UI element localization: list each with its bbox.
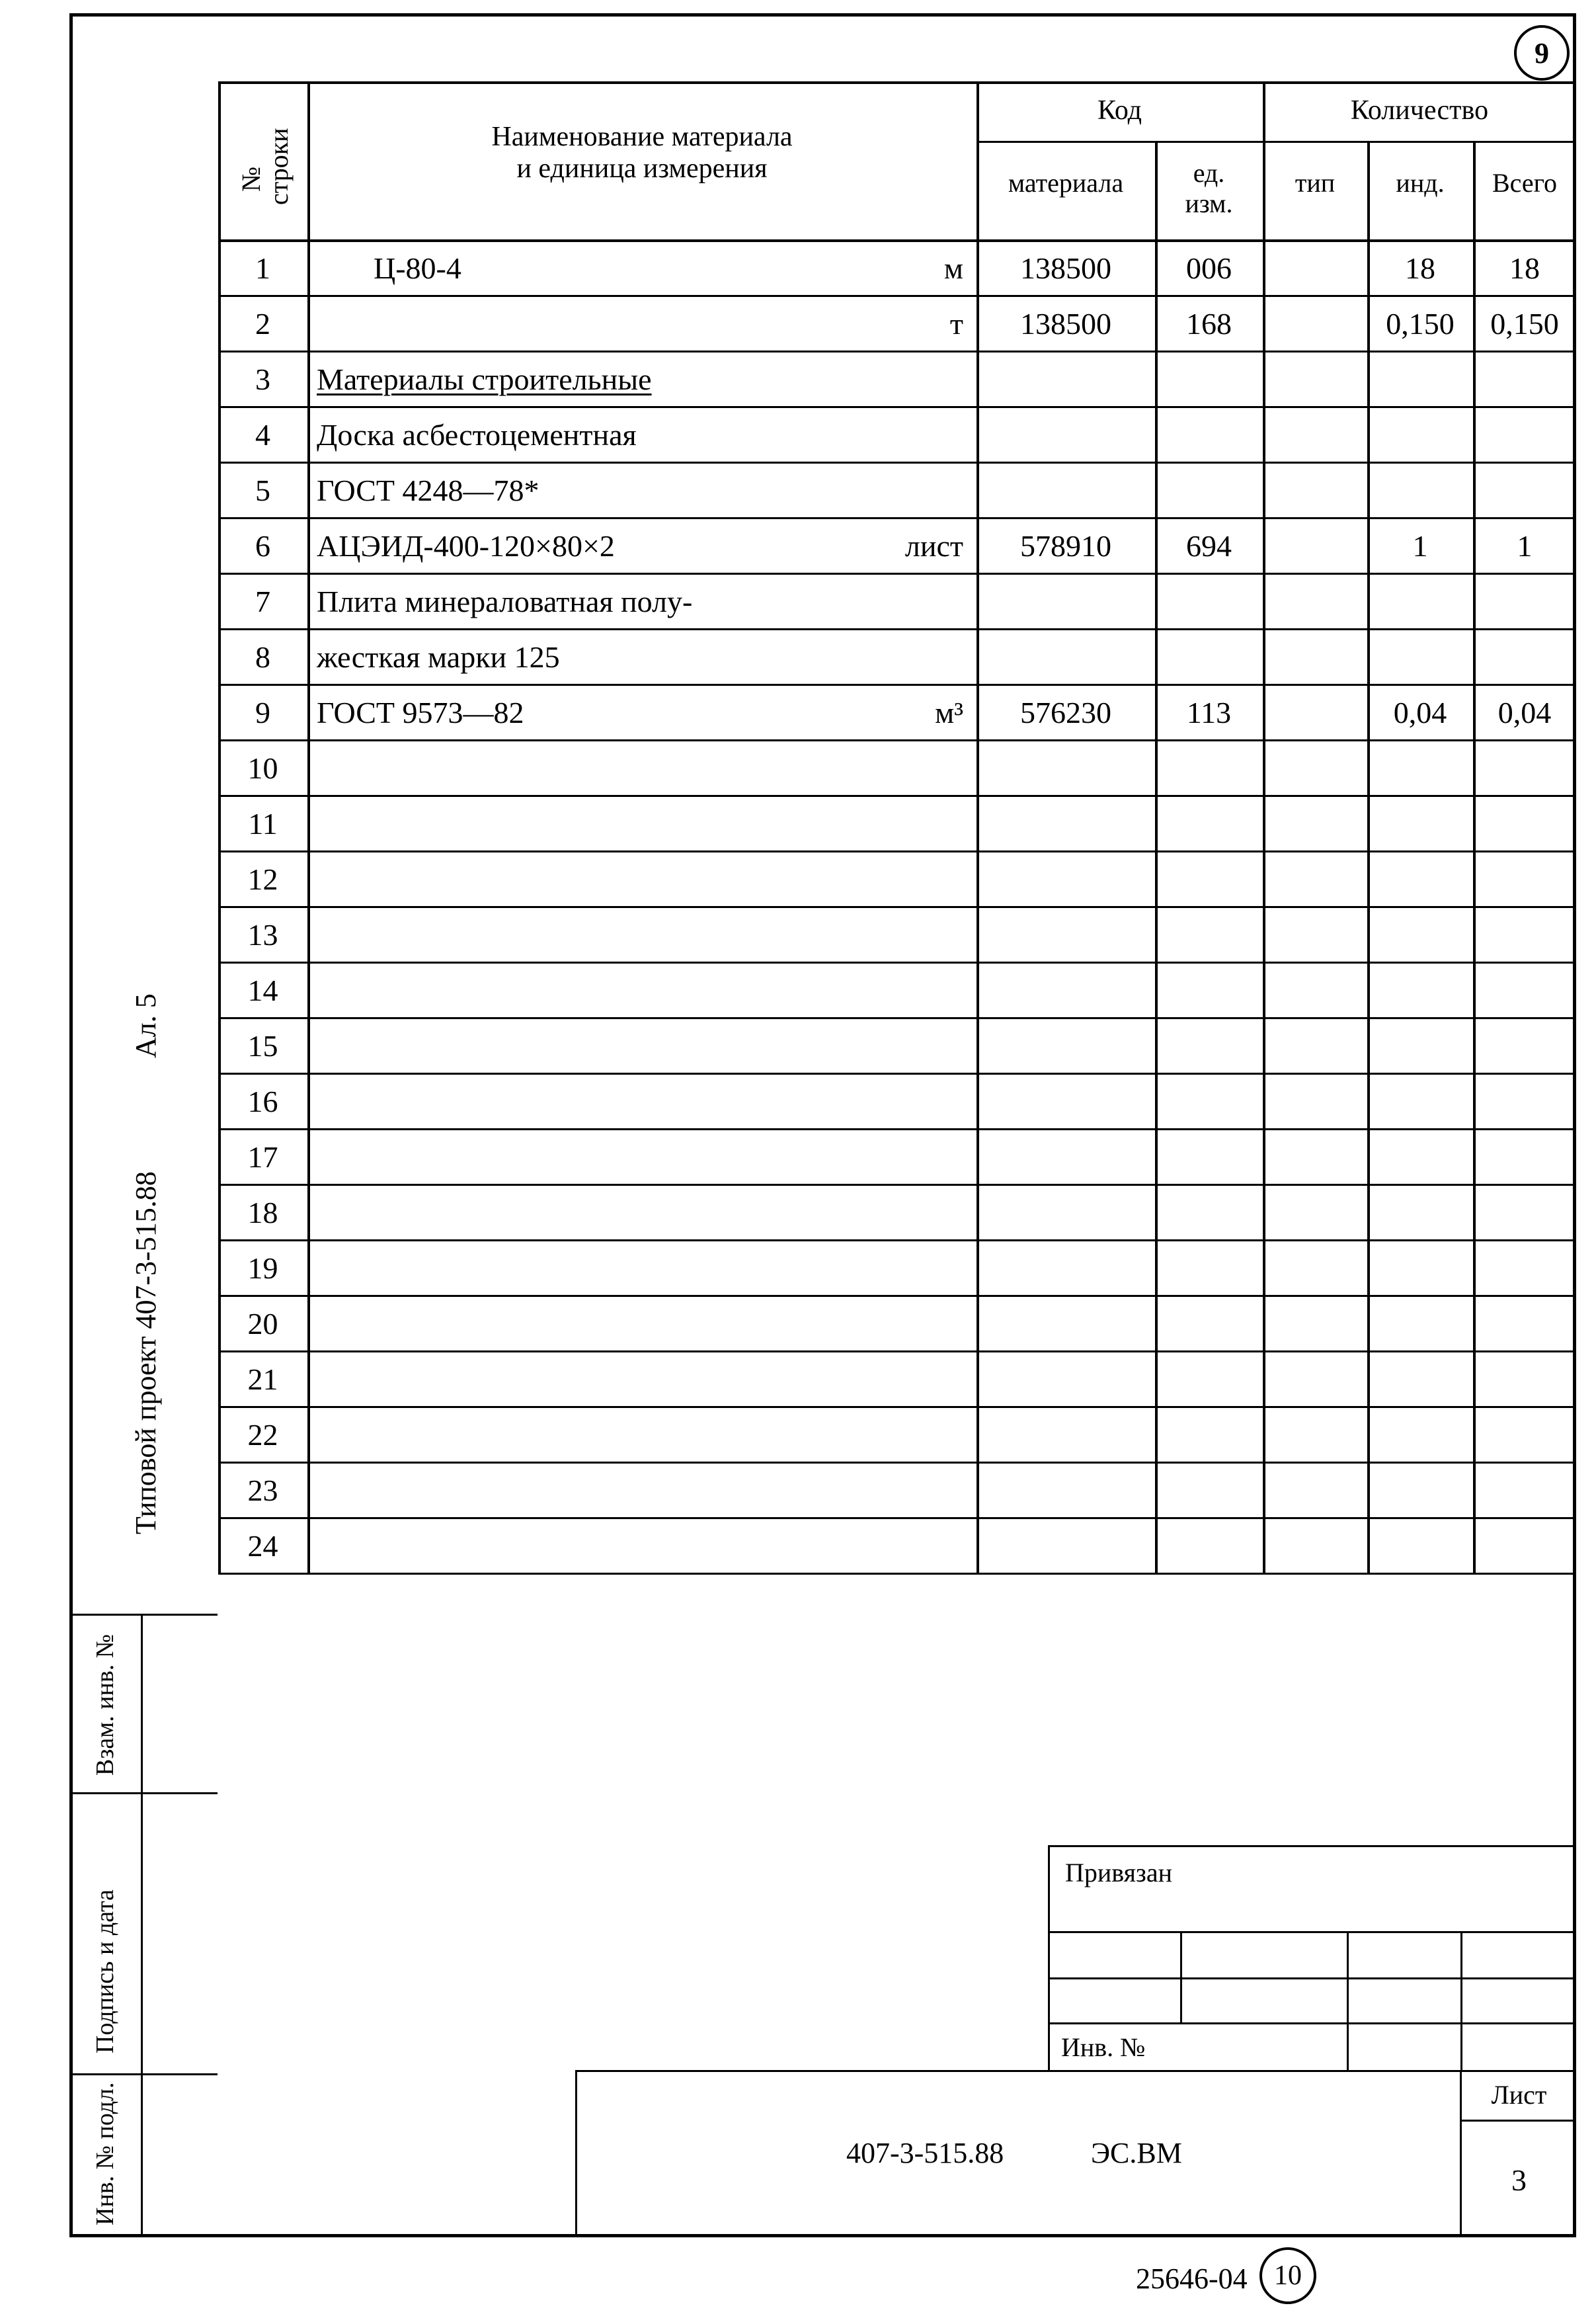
row-number: 23 bbox=[247, 1473, 278, 1507]
row-code-unit bbox=[1155, 1517, 1263, 1573]
row-unit bbox=[805, 1073, 963, 1128]
row-qty-type bbox=[1263, 1184, 1367, 1239]
row-qty-total bbox=[1473, 462, 1576, 517]
row-code-unit bbox=[1155, 573, 1263, 628]
row-qty-total bbox=[1473, 406, 1576, 462]
header-code-material: материала bbox=[1008, 168, 1124, 198]
row-name bbox=[317, 1462, 879, 1517]
row-qty-ind bbox=[1367, 351, 1473, 406]
row-unit bbox=[805, 573, 963, 628]
header-qty-ind: инд. bbox=[1396, 168, 1445, 198]
header-unit-line1: ед. bbox=[1193, 158, 1225, 188]
header-qty-type: тип bbox=[1295, 168, 1336, 198]
row-code-unit bbox=[1155, 1406, 1263, 1462]
row-qty-total bbox=[1473, 1017, 1576, 1073]
row-qty-total bbox=[1473, 1406, 1576, 1462]
row-unit bbox=[805, 850, 963, 906]
row-qty-total bbox=[1473, 1350, 1576, 1406]
row-name: ГОСТ 9573—82 bbox=[317, 696, 524, 729]
inv-no-label: Инв. № bbox=[1061, 2032, 1146, 2062]
row-code-material bbox=[977, 850, 1155, 906]
archive-number: 25646-04 bbox=[1136, 2262, 1248, 2295]
row-qty-type bbox=[1263, 684, 1367, 739]
row-line bbox=[218, 1573, 1576, 1575]
header-name-line2: и единица измерения bbox=[516, 153, 768, 184]
row-qty-total: 18 bbox=[1509, 251, 1540, 285]
row-qty-type bbox=[1263, 906, 1367, 962]
row-name bbox=[317, 1128, 879, 1184]
row-qty-type bbox=[1263, 1073, 1367, 1128]
row-qty-type bbox=[1263, 1239, 1367, 1295]
row-qty-type bbox=[1263, 850, 1367, 906]
header-row-no-word: строки bbox=[264, 128, 294, 205]
row-qty-type bbox=[1263, 628, 1367, 684]
doc-code: 407-3-515.88 bbox=[846, 2137, 1004, 2169]
row-name: Доска асбестоцементная bbox=[317, 418, 637, 452]
row-code-material: 578910 bbox=[1020, 529, 1111, 563]
row-code-material bbox=[977, 1128, 1155, 1184]
row-name bbox=[317, 1406, 879, 1462]
row-unit bbox=[805, 739, 963, 795]
row-qty-ind bbox=[1367, 406, 1473, 462]
row-number: 22 bbox=[247, 1418, 278, 1452]
project-side-text: Типовой проект 407-3-515.88 bbox=[130, 1171, 162, 1534]
row-unit bbox=[805, 351, 963, 406]
row-qty-type bbox=[1263, 462, 1367, 517]
row-qty-total bbox=[1473, 962, 1576, 1017]
row-code-material bbox=[977, 739, 1155, 795]
row-qty-total bbox=[1473, 628, 1576, 684]
row-qty-type bbox=[1263, 962, 1367, 1017]
row-code-unit bbox=[1155, 406, 1263, 462]
row-code-unit: 168 bbox=[1186, 307, 1232, 341]
row-qty-type bbox=[1263, 239, 1367, 295]
row-qty-type bbox=[1263, 573, 1367, 628]
row-code-unit bbox=[1155, 1239, 1263, 1295]
header-row-no-sign: № bbox=[236, 166, 266, 192]
row-qty-type bbox=[1263, 1128, 1367, 1184]
row-qty-ind bbox=[1367, 739, 1473, 795]
page-number: 9 bbox=[1535, 36, 1549, 69]
row-qty-total: 1 bbox=[1517, 529, 1533, 563]
row-code-material bbox=[977, 573, 1155, 628]
row-qty-ind bbox=[1367, 1350, 1473, 1406]
row-qty-total bbox=[1473, 1517, 1576, 1573]
row-number: 4 bbox=[255, 418, 270, 452]
row-qty-ind bbox=[1367, 962, 1473, 1017]
row-qty-ind bbox=[1367, 906, 1473, 962]
row-code-material: 138500 bbox=[1020, 307, 1111, 341]
row-qty-total bbox=[1473, 573, 1576, 628]
row-unit: т bbox=[949, 307, 963, 341]
row-qty-total bbox=[1473, 850, 1576, 906]
row-qty-total bbox=[1473, 351, 1576, 406]
row-qty-total bbox=[1473, 1239, 1576, 1295]
row-qty-total: 0,04 bbox=[1497, 696, 1552, 729]
row-number: 5 bbox=[255, 474, 270, 507]
row-code-unit bbox=[1155, 962, 1263, 1017]
row-number: 21 bbox=[247, 1362, 278, 1396]
row-qty-ind bbox=[1367, 795, 1473, 850]
row-number: 9 bbox=[255, 696, 270, 729]
sheet-label: Лист bbox=[1491, 2080, 1547, 2110]
row-qty-type bbox=[1263, 739, 1367, 795]
row-name: Ц-80-4 bbox=[374, 251, 461, 285]
row-code-material bbox=[977, 1184, 1155, 1239]
row-qty-type bbox=[1263, 1517, 1367, 1573]
row-unit bbox=[805, 628, 963, 684]
row-unit bbox=[805, 1239, 963, 1295]
row-code-material bbox=[977, 1239, 1155, 1295]
row-qty-type bbox=[1263, 1350, 1367, 1406]
row-qty-total bbox=[1473, 795, 1576, 850]
doc-mark: ЭС.ВМ bbox=[1091, 2137, 1182, 2169]
row-code-material bbox=[977, 962, 1155, 1017]
row-code-material bbox=[977, 1017, 1155, 1073]
row-code-material bbox=[977, 906, 1155, 962]
row-name: жесткая марки 125 bbox=[317, 640, 560, 674]
row-name: ГОСТ 4248—78* bbox=[317, 474, 539, 507]
row-name bbox=[317, 1295, 879, 1350]
row-name bbox=[317, 906, 879, 962]
row-code-unit bbox=[1155, 906, 1263, 962]
doc-code-block bbox=[575, 2070, 1576, 2237]
row-number: 11 bbox=[248, 807, 278, 841]
row-code-material: 138500 bbox=[1020, 251, 1111, 285]
row-unit bbox=[805, 1462, 963, 1517]
row-qty-type bbox=[1263, 295, 1367, 351]
row-unit: лист bbox=[904, 529, 963, 563]
row-qty-ind: 0,150 bbox=[1386, 307, 1455, 341]
row-qty-type bbox=[1263, 517, 1367, 573]
row-code-unit: 694 bbox=[1186, 529, 1232, 563]
row-code-material bbox=[977, 1517, 1155, 1573]
row-qty-type bbox=[1263, 1295, 1367, 1350]
row-qty-ind bbox=[1367, 628, 1473, 684]
vzam-label: Взам. инв. № bbox=[91, 1634, 119, 1776]
privyazan-label: Привязан bbox=[1065, 1858, 1173, 1887]
row-unit bbox=[805, 906, 963, 962]
row-qty-total bbox=[1473, 906, 1576, 962]
row-code-unit bbox=[1155, 628, 1263, 684]
row-number: 24 bbox=[247, 1529, 278, 1563]
row-qty-total bbox=[1473, 1295, 1576, 1350]
row-qty-type bbox=[1263, 351, 1367, 406]
col-line bbox=[307, 81, 310, 1573]
row-qty-ind bbox=[1367, 1128, 1473, 1184]
row-name bbox=[317, 1517, 879, 1573]
row-qty-ind bbox=[1367, 1462, 1473, 1517]
row-number: 19 bbox=[247, 1251, 278, 1285]
row-qty-total bbox=[1473, 1073, 1576, 1128]
row-code-unit bbox=[1155, 1295, 1263, 1350]
row-name bbox=[317, 739, 879, 795]
row-number: 18 bbox=[247, 1196, 278, 1229]
row-number: 6 bbox=[255, 529, 270, 563]
header-name-line1: Наименование материала bbox=[491, 122, 793, 152]
row-qty-type bbox=[1263, 795, 1367, 850]
row-qty-total bbox=[1473, 1462, 1576, 1517]
table-top-line bbox=[218, 81, 1576, 84]
row-number: 8 bbox=[255, 640, 270, 674]
row-qty-total: 0,150 bbox=[1490, 307, 1559, 341]
row-code-unit bbox=[1155, 1184, 1263, 1239]
footer-page-circle bbox=[1259, 2247, 1316, 2304]
row-name bbox=[317, 795, 879, 850]
row-unit bbox=[805, 1017, 963, 1073]
row-unit bbox=[805, 1517, 963, 1573]
row-qty-ind bbox=[1367, 462, 1473, 517]
row-code-unit bbox=[1155, 1073, 1263, 1128]
row-name bbox=[317, 1184, 879, 1239]
row-qty-ind bbox=[1367, 1017, 1473, 1073]
row-code-unit bbox=[1155, 1462, 1263, 1517]
podpis-label: Подпись и дата bbox=[91, 1889, 119, 2053]
row-code-material bbox=[977, 1406, 1155, 1462]
row-number: 12 bbox=[247, 862, 278, 896]
row-qty-total bbox=[1473, 1184, 1576, 1239]
row-qty-ind bbox=[1367, 1073, 1473, 1128]
row-code-unit bbox=[1155, 1128, 1263, 1184]
row-unit bbox=[805, 1295, 963, 1350]
row-qty-ind: 18 bbox=[1405, 251, 1435, 285]
row-unit bbox=[805, 1350, 963, 1406]
inv-podl-label: Инв. № подл. bbox=[91, 2082, 119, 2225]
header-qty-group: Количество bbox=[1350, 95, 1489, 126]
row-name: АЦЭИД-400-120×80×2 bbox=[317, 529, 615, 563]
row-number: 7 bbox=[255, 585, 270, 618]
footer-page-number: 10 bbox=[1274, 2260, 1302, 2291]
row-name: Материалы строительные bbox=[317, 362, 652, 396]
row-code-unit bbox=[1155, 850, 1263, 906]
row-code-unit bbox=[1155, 795, 1263, 850]
row-number: 3 bbox=[255, 362, 270, 396]
row-number: 1 bbox=[255, 251, 270, 285]
row-code-unit bbox=[1155, 739, 1263, 795]
row-qty-type bbox=[1263, 406, 1367, 462]
row-name bbox=[317, 850, 879, 906]
row-name bbox=[317, 1239, 879, 1295]
row-code-material bbox=[977, 406, 1155, 462]
row-number: 15 bbox=[247, 1029, 278, 1063]
header-split-line bbox=[977, 141, 1576, 143]
row-name bbox=[317, 1017, 879, 1073]
row-code-unit: 006 bbox=[1186, 251, 1232, 285]
row-code-material bbox=[977, 1073, 1155, 1128]
row-code-material bbox=[977, 351, 1155, 406]
row-code-unit bbox=[1155, 1350, 1263, 1406]
row-name bbox=[317, 962, 879, 1017]
row-qty-total bbox=[1473, 1128, 1576, 1184]
row-code-material bbox=[977, 795, 1155, 850]
row-name bbox=[317, 295, 879, 351]
row-unit: м³ bbox=[935, 696, 963, 729]
row-qty-ind bbox=[1367, 1184, 1473, 1239]
row-qty-ind bbox=[1367, 573, 1473, 628]
row-code-material bbox=[977, 628, 1155, 684]
row-qty-type bbox=[1263, 1406, 1367, 1462]
row-qty-total bbox=[1473, 739, 1576, 795]
row-number: 2 bbox=[255, 307, 270, 341]
row-name: Плита минераловатная полу- bbox=[317, 585, 693, 618]
row-code-unit bbox=[1155, 351, 1263, 406]
header-unit-line2: изм. bbox=[1185, 188, 1233, 218]
row-code-unit bbox=[1155, 462, 1263, 517]
row-number: 17 bbox=[247, 1140, 278, 1174]
row-unit bbox=[805, 462, 963, 517]
row-code-material bbox=[977, 462, 1155, 517]
sheet-value: 3 bbox=[1511, 2163, 1527, 2197]
row-code-material bbox=[977, 1350, 1155, 1406]
row-qty-type bbox=[1263, 1017, 1367, 1073]
row-unit bbox=[805, 1128, 963, 1184]
header-code-group: Код bbox=[1097, 95, 1142, 126]
row-qty-type bbox=[1263, 1462, 1367, 1517]
row-qty-ind: 1 bbox=[1412, 529, 1428, 563]
row-code-material bbox=[977, 1295, 1155, 1350]
side-stamp bbox=[69, 1614, 218, 2237]
row-unit bbox=[805, 406, 963, 462]
row-qty-ind bbox=[1367, 1295, 1473, 1350]
row-unit bbox=[805, 962, 963, 1017]
row-number: 14 bbox=[247, 974, 278, 1007]
row-code-unit: 113 bbox=[1186, 696, 1232, 729]
row-number: 13 bbox=[247, 918, 278, 952]
row-qty-ind: 0,04 bbox=[1393, 696, 1447, 729]
album-side-text: Ал. 5 bbox=[130, 993, 162, 1058]
row-name bbox=[317, 1073, 879, 1128]
row-number: 16 bbox=[247, 1085, 278, 1118]
row-unit bbox=[805, 795, 963, 850]
row-number: 20 bbox=[247, 1307, 278, 1341]
row-name bbox=[317, 1350, 879, 1406]
row-qty-ind bbox=[1367, 1406, 1473, 1462]
row-unit: м bbox=[943, 251, 963, 285]
row-qty-ind bbox=[1367, 1517, 1473, 1573]
row-code-material: 576230 bbox=[1020, 696, 1111, 729]
row-qty-ind bbox=[1367, 1239, 1473, 1295]
row-qty-ind bbox=[1367, 850, 1473, 906]
row-code-material bbox=[977, 1462, 1155, 1517]
header-qty-total: Всего bbox=[1492, 168, 1558, 198]
row-unit bbox=[805, 1406, 963, 1462]
row-code-unit bbox=[1155, 1017, 1263, 1073]
row-number: 10 bbox=[247, 751, 278, 785]
row-unit bbox=[805, 1184, 963, 1239]
